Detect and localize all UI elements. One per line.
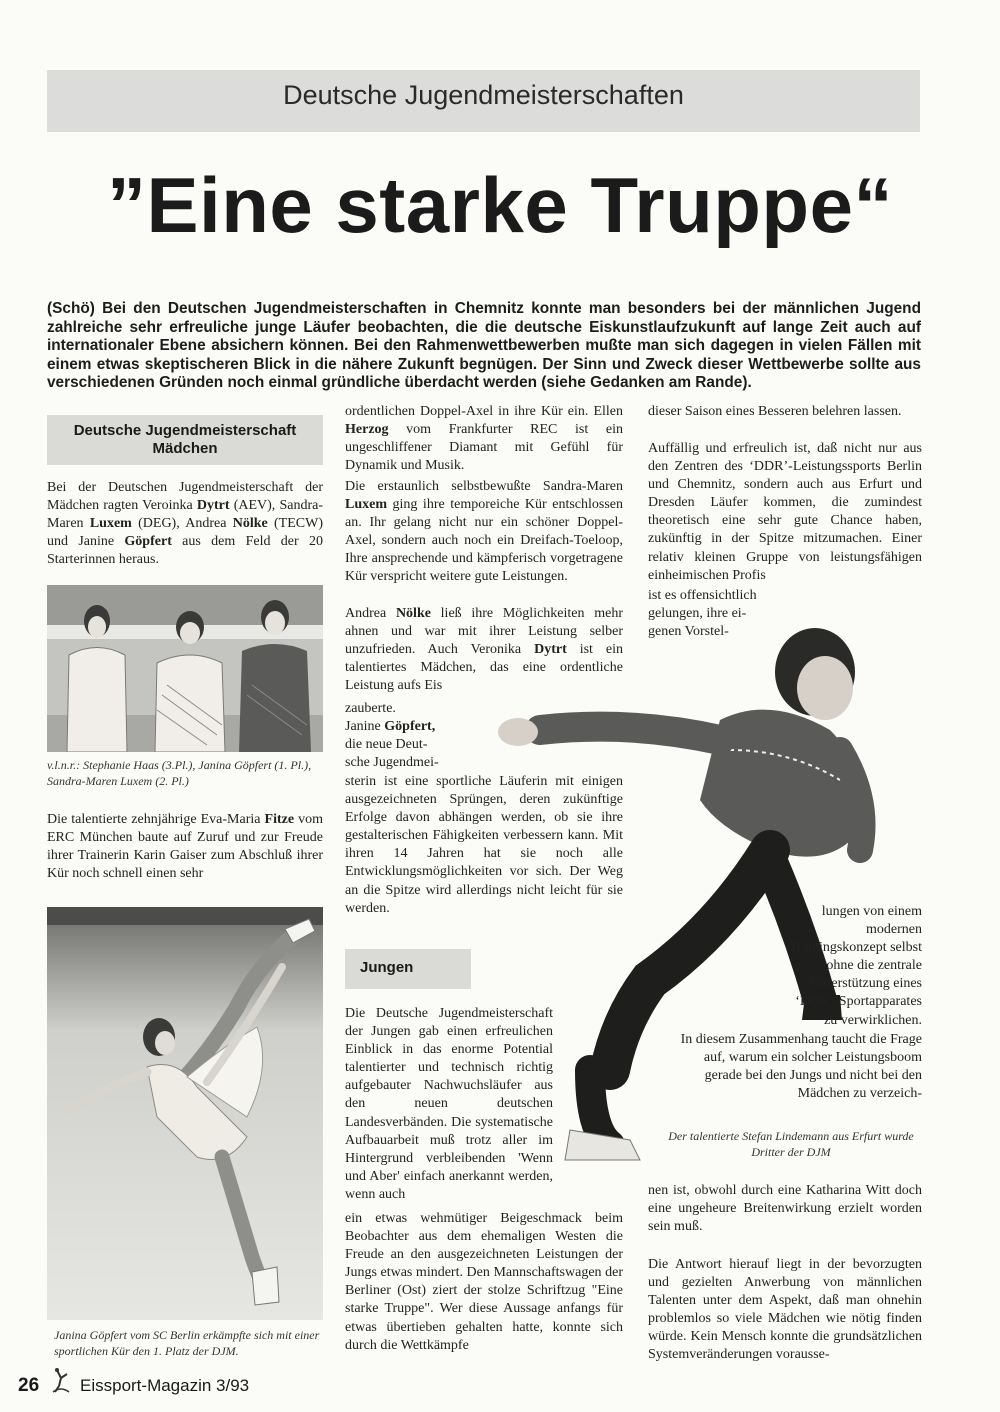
magazine-issue: Eissport-Magazin 3/93 (80, 1376, 250, 1395)
name-herzog: Herzog (345, 422, 389, 438)
col2-paragraph-4: sterin ist eine sportliche Läuferin mit einigen ausgezeichneten Sprüngen, deren zukünftige Erfolge davon abhängen werden, ob sie ihre gestalterischen Fähigkeiten verbessern kann. Mit ihren 14 Jahren hat sie noch alle Entwicklungsmöglichkeiten vor sich. Der Weg an die Spitze wird allerdings nicht leicht für sie werden. (345, 774, 623, 916)
col3-narrow-lines: ist es offensichtlich gelungen, ihre ei- genen Vorstel- (648, 588, 757, 640)
headline: ”Eine starke Truppe“ (107, 161, 893, 249)
caption-goepfert: Janina Göpfert vom SC Berlin erkämpfte sich mit einer sportlichen Kür den 1. Platz der DJM. (54, 1328, 320, 1358)
col3-right-block-2: In diesem Zusammenhang taucht die Frage auf, warum ein solcher Leistungsboom gerade bei den Jungs und nicht bei den Mädchen zu verzeich- (680, 1032, 922, 1102)
name-fitze: Fitze (264, 812, 295, 827)
skater-logo-icon (47, 1366, 75, 1396)
col1-paragraph-1: Bei der Deutschen Jugendmeisterschaft der Mädchen ragten Veroinka Dytrt (AEV), Sandra-Maren Luxem (DEG), Andrea Nölke (TECW) und Janine Göpfert aus dem Feld der 20 Starterinnen heraus. (47, 480, 324, 568)
col3-right-block-1: lungen von einem modernen Trainingskonzept selbst ohne die zentrale Unterstützung eines ‘DDR’-Sportapparates zu verwirklichen. (789, 904, 922, 1028)
subhead-maedchen-line2: Mädchen (152, 440, 218, 457)
name-dytrt-2: Dytrt (534, 642, 567, 658)
skater-photo-goepfert (47, 907, 323, 1320)
name-goepfert: Göpfert (124, 534, 172, 550)
subhead-maedchen-line1: Deutsche Jugendmeisterschaft (73, 422, 297, 439)
col2-paragraph-2: Die erstaunlich selbstbewußte Sandra-Maren Luxem ging ihre temporeiche Kür entschlossen an. Ihr gelang nicht nur ein schöner Doppel-Axel, sondern auch noch ein Dreifach-Toeloop, Ihre ansprechende und kämpferisch vorgetragene Kür verspricht weitere gute Leistungen. (345, 479, 623, 585)
col3-paragraph-4: Die Antwort hierauf liegt in der bevorzugten und gezielten Anwerbung von männlichen Talenten unter dem Aspekt, daß man ohnehin problemlos so viele Mädchen wie nötig finden würde. Kein Mensch konnte die grundsätzlichen Systemveränderungen vorausse- (648, 1257, 922, 1363)
name-luxem: Luxem (89, 516, 132, 532)
col3-paragraph-2: Auffällig und erfreulich ist, daß nicht nur aus den Zentren des ‘DDR’-Leistungssports Berlin und Chemnitz, sondern auch aus Erfurt und Dresden Läufer kommen, die zumindest theoretisch eine sehr gute Chance haben, zukünftig in der Spitze mitzumachen. Einer relativ kleinen Gruppe von leistungsfähigen einheimischen Profis (648, 441, 922, 583)
col2-paragraph-3: Andrea Nölke ließ ihre Möglichkeiten mehr ahnen und war mit ihrer Leistung selber unzufrieden. Auch Veronika Dytrt ist ein talentiertes Mädchen, das eine ordentliche Leistung aufs Eis (345, 606, 623, 694)
caption-podium: v.l.n.r.: Stephanie Haas (3.Pl.), Janina Göpfert (1. Pl.), Sandra-Maren Luxem (2. Pl.) (47, 758, 312, 788)
subhead-maedchen (47, 422, 323, 458)
col2-jungen-paragraph: Die Deutsche Jugendmeisterschaft der Jungen gab einen erfreulichen Einblick in das enorme Potential talentierter und technisch richtig aufgebauter Nachwuchsläufer aus den neuen deutschen Landesverbänden. Die systematische Aufbauarbeit muß trotz aller im Hintergrund verbleibenden 'Wenn und Aber' einfach anerkannt werden, wenn auch (345, 1006, 553, 1202)
col3-paragraph-1: dieser Saison eines Besseren belehren lassen. (648, 404, 902, 419)
name-noelke: Nölke (232, 516, 268, 532)
col1-paragraph-2: Die talentierte zehnjährige Eva-Maria Fitze vom ERC München baute auf Zuruf und zur Freude ihrer Trainerin Karin Gaiser zum Abschluß ihrer Kür noch schnell einen sehr (47, 812, 323, 882)
col2-narrow-lines: zauberte. Janine Göpfert, die neue Deut- sche Jugendmei- (345, 701, 439, 771)
podium-photo (47, 585, 323, 752)
name-noelke-2: Nölke (395, 606, 431, 621)
lead-paragraph: (Schö) Bei den Deutschen Jugendmeisterschaften in Chemnitz konnte man besonders bei der männlichen Jugend zahlreiche sehr erfreuliche junge Läufer beobachten, die die deutsche Eiskunstlaufzukunft auf lange Zeit auch auf internationaler Ebene absichern können. Bei den Rahmenwettbewerben mußte man sich dagegen in vielen Fällen mit einem etwas skeptischeren Blick in die nähere Zukunft begnügen. Der Sinn und Zweck dieser Wettbewerbe sollte aus verschiedenen Gründen noch einmal gründliche überdacht werden (siehe Gedanken am Rande). (47, 300, 921, 391)
name-luxem-2: Luxem (345, 497, 387, 513)
name-dytrt: Dytrt (196, 498, 230, 514)
col3-paragraph-3: nen ist, obwohl durch eine Katharina Witt doch eine ungeheure Breitenwirkung erzielt worden sein muß. (648, 1183, 922, 1235)
col2-jungen-paragraph-2: ein etwas wehmütiger Beigeschmack beim Beobachter aus dem ehemaligen Westen die Freude an den ausgezeichneten Leistungen der Jungs etwas mindert. Den Mannschaftswagen der Berliner (Ost) ziert der stolze Schriftzug "Eine starke Truppe". Wer diese Aussage anfangs für etwas übertieben gehalten hatte, konnte sich durch die Wettkämpfe (345, 1211, 623, 1353)
section-title: Deutsche Jugendmeisterschaften (283, 80, 684, 110)
page-number: 26 (18, 1375, 40, 1396)
name-goepfert-2: Göpfert, (384, 719, 436, 735)
col2-paragraph-1: ordentlichen Doppel-Axel in ihre Kür ein. Ellen Herzog vom Frankfurter REC ist ein ungeschliffener Diamant mit Gefühl für Dynamik und Musik. (345, 404, 623, 474)
subhead-jungen: Jungen (360, 959, 414, 976)
caption-lindemann: Der talentierte Stefan Lindemann aus Erfurt wurde Dritter der DJM (668, 1129, 914, 1159)
